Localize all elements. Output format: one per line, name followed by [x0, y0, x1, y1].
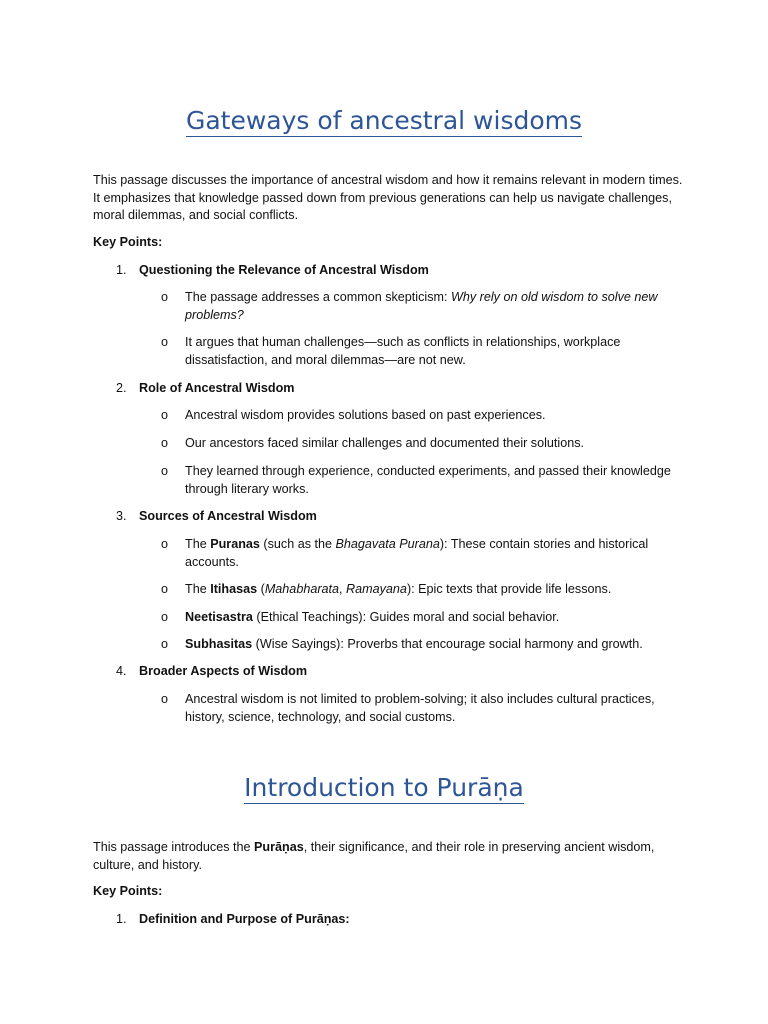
- list-item-title: Sources of Ancestral Wisdom: [139, 509, 317, 523]
- list-number: 3.: [116, 509, 127, 523]
- bullet-text: Ancestral wisdom provides solutions based on past experiences.: [185, 408, 546, 422]
- bullet-text: Our ancestors faced similar challenges and documented their solutions.: [185, 436, 585, 450]
- bullet-text: The Itihasas (Mahabharata, Ramayana): Epic texts that provide life lessons.: [185, 582, 612, 596]
- bullet-marker: o: [161, 408, 169, 422]
- bullet-marker: o: [161, 610, 169, 624]
- list-item-title: Broader Aspects of Wisdom: [139, 664, 308, 678]
- list-number: 4.: [116, 664, 127, 678]
- bullet-marker: o: [161, 692, 169, 706]
- list-number: 1.: [116, 263, 127, 277]
- list-number: 1.: [116, 912, 127, 926]
- list-item-title: Role of Ancestral Wisdom: [139, 381, 295, 395]
- bullet-text: Ancestral wisdom is not limited to problem-solving; it also includes cultural practices, history, science, technology, and social customs.: [185, 692, 655, 724]
- bullet-marker: o: [161, 464, 169, 478]
- list-item-title: Definition and Purpose of Purāṇas:: [139, 912, 350, 926]
- section1-intro: This passage discusses the importance of ancestral wisdom and how it remains relevant in modern times. It emphasizes that knowledge passed down from previous generations can help us navigate challenges, moral dilemmas, and social conflicts.: [93, 173, 683, 223]
- section2-key-points-label: Key Points:: [93, 884, 163, 898]
- list-item-title: Questioning the Relevance of Ancestral Wisdom: [139, 263, 429, 277]
- section1-title: Gateways of ancestral wisdoms: [185, 106, 583, 135]
- bullet-text: They learned through experience, conducted experiments, and passed their knowledge through literary works.: [185, 464, 671, 496]
- section2-intro: This passage introduces the Purāṇas, their significance, and their role in preserving ancient wisdom, culture, and history.: [93, 840, 655, 872]
- section2-title: Introduction to Purāṇa: [244, 773, 524, 802]
- section1-key-points-label: Key Points:: [93, 235, 163, 249]
- bullet-marker: o: [161, 537, 169, 551]
- bullet-text: It argues that human challenges—such as conflicts in relationships, workplace dissatisfaction, and moral dilemmas—are not new.: [185, 335, 621, 367]
- bullet-text: The Puranas (such as the Bhagavata Purana): These contain stories and historical accounts.: [185, 537, 649, 569]
- bullet-marker: o: [161, 582, 169, 596]
- bullet-text: Neetisastra (Ethical Teachings): Guides moral and social behavior.: [185, 610, 560, 624]
- bullet-marker: o: [161, 637, 169, 651]
- bullet-text: Subhasitas (Wise Sayings): Proverbs that encourage social harmony and growth.: [185, 637, 643, 651]
- bullet-text: The passage addresses a common skepticism: Why rely on old wisdom to solve new problems?: [185, 290, 658, 322]
- list-number: 2.: [116, 381, 127, 395]
- bullet-marker: o: [161, 436, 169, 450]
- bullet-marker: o: [161, 290, 169, 304]
- bullet-marker: o: [161, 335, 169, 349]
